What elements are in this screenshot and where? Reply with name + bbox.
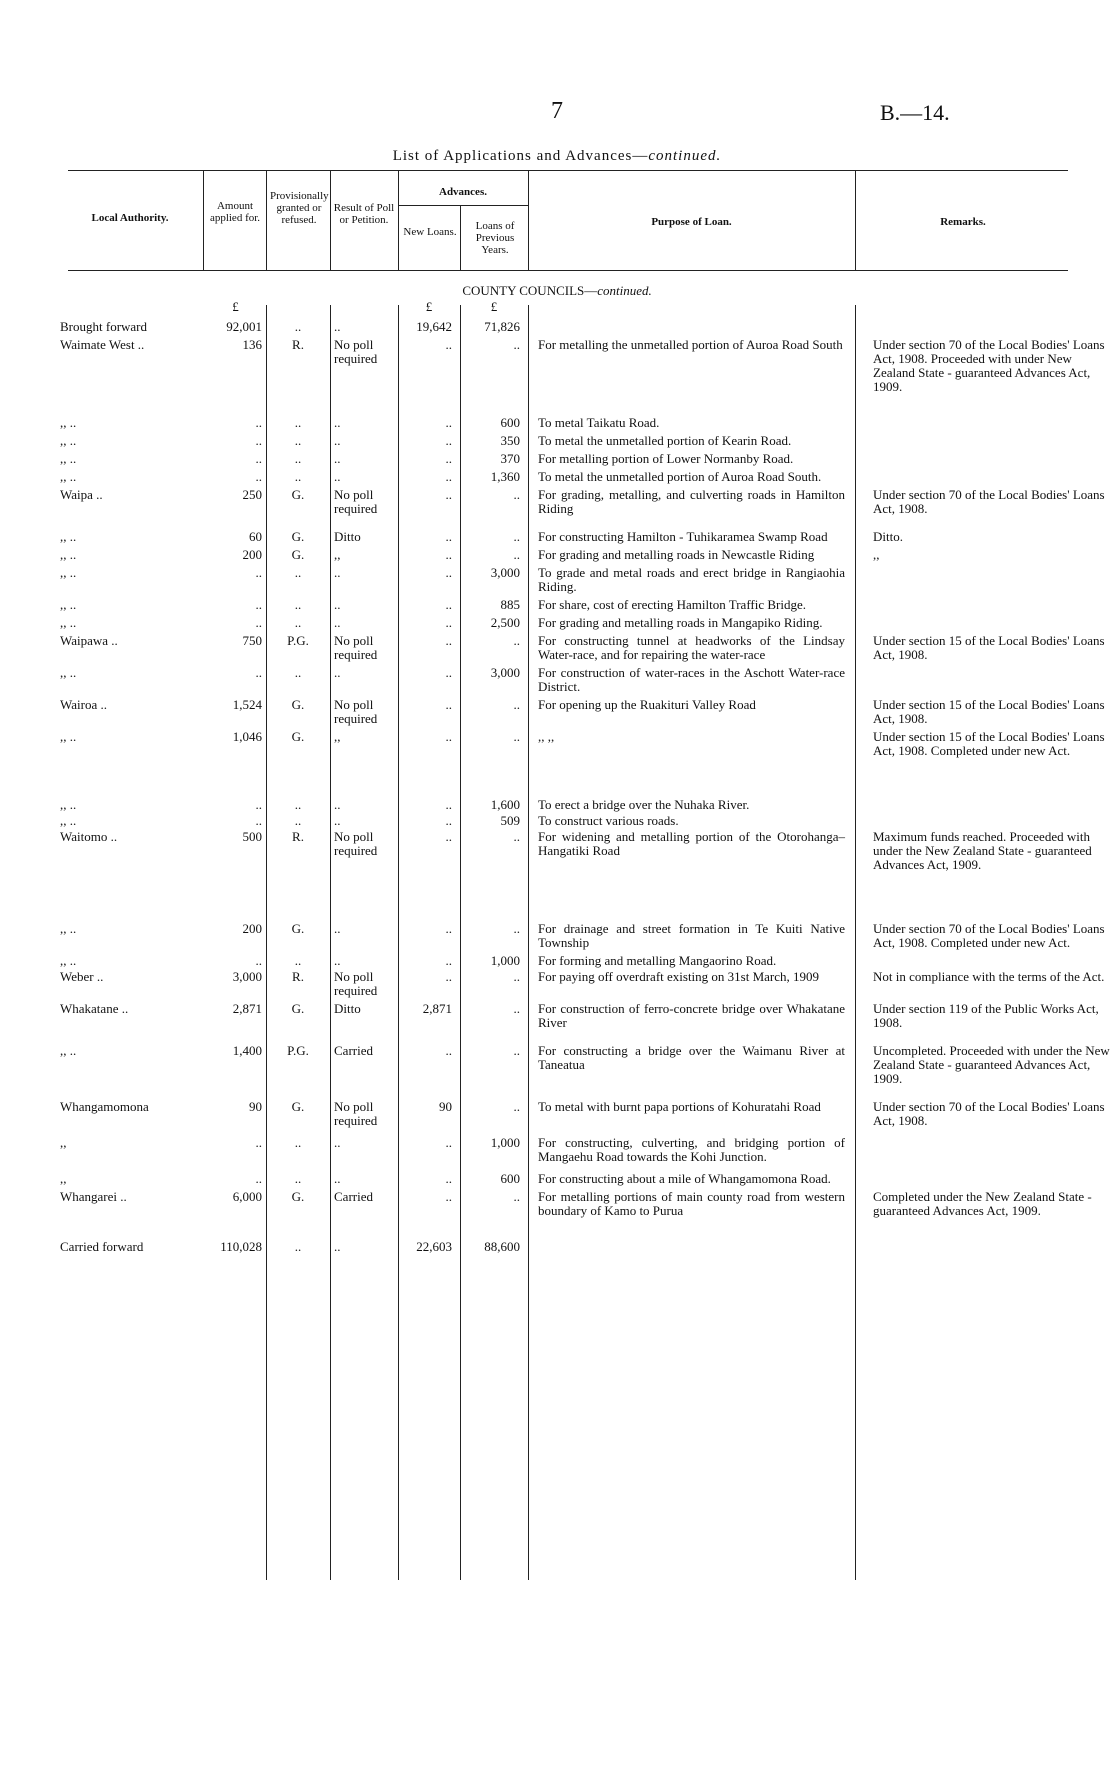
cell-amount: .. (255, 597, 262, 612)
cell-new-loans: .. (445, 1043, 452, 1058)
table-row (0, 872, 1114, 950)
cell-remarks (855, 394, 1114, 430)
cell-result: .. (334, 615, 341, 630)
cell-result: Carried (334, 1043, 373, 1058)
total-amount: 110,028 (220, 1239, 262, 1254)
advances-subrule (398, 205, 528, 206)
cell-authority: ,, .. (60, 797, 77, 812)
cell-previous-loans: 885 (500, 597, 520, 612)
cell-amount: 90 (249, 1099, 262, 1114)
currency-row (0, 300, 1114, 314)
table-row (0, 544, 1114, 562)
table-row (0, 1030, 1114, 1086)
table-body (0, 270, 1114, 1254)
cell-provisional: R. (292, 337, 304, 352)
cell-previous-loans: 1,360 (490, 469, 520, 484)
cell-previous-loans: .. (513, 1043, 520, 1058)
cell-result: .. (334, 597, 341, 612)
cell-result: No poll required (334, 337, 378, 366)
table-row (0, 1186, 1114, 1218)
cell-authority: Waitomo .. (60, 829, 118, 844)
cell-amount: 6,000 (232, 1189, 262, 1204)
cell-authority: ,, .. (60, 547, 77, 562)
table-row (0, 1128, 1114, 1164)
cell-result: .. (334, 813, 341, 828)
cell-purpose: For constructing about a mile of Whangamomona Road. (538, 1171, 831, 1186)
cell-amount: .. (255, 665, 262, 680)
cell-result: .. (334, 1171, 341, 1186)
currency-prev: £ (490, 299, 498, 314)
cell-previous-loans: 1,000 (490, 1135, 520, 1150)
cell-result: .. (334, 921, 341, 936)
cell-provisional: .. (294, 1171, 302, 1186)
cell-amount: 1,400 (232, 1043, 262, 1058)
col-divider (266, 170, 267, 270)
cell-purpose: For constructing tunnel at headworks of the Lindsay Water-race, and for repairing the water-race (538, 633, 845, 662)
section-label-suffix: continued. (597, 283, 652, 298)
section-label (0, 270, 1114, 300)
cell-purpose: For constructing Hamilton - Tuhikaramea Swamp Road (538, 529, 828, 544)
title-main: List of Applications and Advances— (392, 148, 649, 164)
cell-new-loans: .. (445, 469, 452, 484)
cell-amount: 750 (242, 633, 262, 648)
cell-authority: ,, (60, 1171, 67, 1186)
header-advances: Advances. (439, 186, 487, 198)
cell-authority: ,, .. (60, 415, 77, 430)
cell-authority: ,, (60, 1135, 67, 1150)
cell-provisional: .. (294, 469, 302, 484)
cell-result: No poll required (334, 1099, 378, 1128)
cell-provisional: .. (294, 433, 302, 448)
table-row (0, 968, 1114, 998)
cell-provisional: R. (292, 829, 304, 844)
table-row (0, 612, 1114, 630)
table-row (0, 448, 1114, 466)
cell-result: Carried (334, 1189, 373, 1204)
cell-purpose: To erect a bridge over the Nuhaka River. (538, 797, 750, 812)
cell-new-loans: 2,871 (422, 1001, 452, 1016)
cell-remarks (855, 466, 1114, 484)
table-row (0, 758, 1114, 812)
cell-purpose: To metal the unmetalled portion of Kearin Road. (538, 433, 792, 448)
cell-previous-loans: .. (513, 729, 520, 744)
header-top-rule (68, 170, 1068, 171)
cell-provisional: .. (294, 565, 302, 580)
col-divider (203, 170, 204, 270)
cell-result: No poll required (334, 697, 378, 726)
cell-amount: 3,000 (232, 969, 262, 984)
cell-remarks (855, 1164, 1114, 1186)
cell-amount: .. (255, 797, 262, 812)
cell-purpose (528, 314, 855, 334)
cell-remarks (855, 662, 1114, 694)
cell-previous-loans: .. (513, 633, 520, 648)
table-row (0, 394, 1114, 430)
cell-purpose: For construction of water-races in the Aschott Water-race District. (538, 665, 845, 694)
header-provisionally: Provisionally granted or refused. (270, 190, 329, 226)
cell-previous-loans: .. (513, 1189, 520, 1204)
cell-purpose: For metalling portion of Lower Normanby Road. (538, 451, 794, 466)
cell-provisional: .. (294, 415, 302, 430)
cell-provisional: G. (291, 1001, 305, 1016)
cell-provisional: .. (294, 665, 302, 680)
cell-authority: ,, .. (60, 813, 77, 828)
header-previous-loans: Loans of Previous Years. (475, 220, 515, 256)
cell-new-loans: .. (445, 697, 452, 712)
cell-purpose: To metal the unmetalled portion of Auroa Road South. (538, 469, 822, 484)
cell-result: .. (334, 319, 341, 334)
cell-amount: .. (255, 451, 262, 466)
cell-remarks: Under section 70 of the Local Bodies' Loans Act, 1908. Completed under new Act. (873, 921, 1105, 950)
cell-provisional: G. (291, 529, 305, 544)
cell-provisional: .. (294, 597, 302, 612)
cell-amount: .. (255, 615, 262, 630)
table-row (0, 466, 1114, 484)
cell-provisional: G. (291, 547, 305, 562)
cell-previous-loans: .. (513, 1001, 520, 1016)
title-suffix: continued. (648, 148, 722, 164)
cell-purpose: For share, cost of erecting Hamilton Traffic Bridge. (538, 597, 807, 612)
cell-authority: Whangarei .. (60, 1189, 127, 1204)
cell-purpose: For grading, metalling, and culverting roads in Hamilton Riding (538, 487, 845, 516)
cell-authority: ,, .. (60, 953, 77, 968)
cell-amount: .. (255, 469, 262, 484)
cell-authority: Wairoa .. (60, 697, 107, 712)
cell-authority: Whangamomona (60, 1099, 149, 1114)
applications-table (0, 270, 1114, 1254)
cell-authority: ,, .. (60, 665, 77, 680)
cell-purpose: For constructing a bridge over the Waimanu River at Taneatua (538, 1043, 845, 1072)
header-result-poll: Result of Poll or Petition. (333, 202, 395, 226)
cell-purpose: For paying off overdraft existing on 31st March, 1909 (538, 969, 820, 984)
table-row (0, 1086, 1114, 1128)
cell-remarks (855, 612, 1114, 630)
cell-authority: ,, .. (60, 433, 77, 448)
cell-amount: .. (255, 953, 262, 968)
currency-amount: £ (232, 299, 239, 314)
cell-purpose: For forming and metalling Mangaorino Road. (538, 953, 777, 968)
section-row (0, 270, 1114, 300)
page-title (0, 148, 1114, 165)
total-result: .. (334, 1239, 341, 1254)
cell-new-loans: .. (445, 829, 452, 844)
cell-new-loans: .. (445, 487, 452, 502)
cell-purpose: For construction of ferro-concrete bridge over Whakatane River (538, 1001, 845, 1030)
header-new-loans: New Loans. (403, 226, 457, 238)
cell-remarks: Maximum funds reached. Proceeded with under the New Zealand State - guaranteed Advances Act, 1909. (873, 829, 1092, 872)
cell-previous-loans: 600 (500, 1171, 520, 1186)
cell-purpose: For grading and metalling roads in Newcastle Riding (538, 547, 815, 562)
total-authority: Carried forward (60, 1239, 144, 1254)
cell-authority: ,, .. (60, 451, 77, 466)
cell-remarks: Under section 70 of the Local Bodies' Loans Act, 1908. (873, 1099, 1105, 1128)
table-row (0, 516, 1114, 544)
cell-amount: .. (255, 1135, 262, 1150)
cell-previous-loans: .. (513, 337, 520, 352)
cell-provisional: G. (291, 1189, 305, 1204)
cell-provisional: P.G. (287, 633, 309, 648)
page-number: 7 (551, 98, 563, 124)
cell-purpose: To metal with burnt papa portions of Kohuratahi Road (538, 1099, 821, 1114)
cell-new-loans: .. (445, 797, 452, 812)
cell-result: No poll required (334, 633, 378, 662)
cell-authority: Whakatane .. (60, 1001, 129, 1016)
cell-remarks: Not in compliance with the terms of the Act. (873, 969, 1105, 984)
cell-amount: 500 (242, 829, 262, 844)
cell-result: .. (334, 433, 341, 448)
cell-authority: ,, .. (60, 469, 77, 484)
cell-provisional: .. (294, 813, 302, 828)
cell-remarks: Uncompleted. Proceeded with under the New Zealand State - guaranteed Advances Act, 1909. (873, 1043, 1110, 1086)
cell-amount: 1,524 (232, 697, 262, 712)
cell-purpose: ,, ,, (538, 729, 555, 744)
cell-result: .. (334, 953, 341, 968)
table-row (0, 950, 1114, 968)
table-row (0, 314, 1114, 334)
cell-previous-loans: 1,000 (490, 953, 520, 968)
cell-provisional: .. (294, 797, 302, 812)
cell-result: .. (334, 797, 341, 812)
cell-previous-loans: .. (513, 697, 520, 712)
cell-authority: ,, .. (60, 921, 77, 936)
cell-result: .. (334, 451, 341, 466)
cell-result: Ditto (334, 529, 361, 544)
cell-remarks: Ditto. (873, 529, 903, 544)
cell-provisional: G. (291, 729, 305, 744)
cell-previous-loans: .. (513, 921, 520, 936)
cell-new-loans: .. (445, 433, 452, 448)
col-divider (330, 170, 331, 270)
cell-result: .. (334, 1135, 341, 1150)
table-row (0, 1164, 1114, 1186)
cell-amount: .. (255, 433, 262, 448)
cell-new-loans: .. (445, 547, 452, 562)
cell-result: .. (334, 565, 341, 580)
table-row (0, 662, 1114, 694)
cell-amount: .. (255, 415, 262, 430)
cell-amount: .. (255, 565, 262, 580)
cell-purpose: To grade and metal roads and erect bridge in Rangiaohia Riding. (538, 565, 845, 594)
cell-new-loans: .. (445, 565, 452, 580)
cell-purpose: For metalling the unmetalled portion of Auroa Road South (538, 337, 843, 352)
table-row (0, 334, 1114, 394)
cell-previous-loans: .. (513, 969, 520, 984)
col-divider (398, 170, 399, 270)
cell-remarks (855, 314, 1114, 334)
cell-result: ,, (334, 729, 341, 744)
cell-provisional: P.G. (287, 1043, 309, 1058)
cell-authority: ,, .. (60, 729, 77, 744)
cell-provisional: .. (294, 451, 302, 466)
cell-amount: 1,046 (232, 729, 262, 744)
col-divider (855, 170, 856, 270)
table-row (0, 594, 1114, 612)
document-reference: B.—14. (880, 100, 950, 125)
header-purpose: Purpose of Loan. (651, 216, 732, 228)
cell-amount: 92,001 (226, 319, 262, 334)
cell-authority: Weber .. (60, 969, 104, 984)
cell-provisional: G. (291, 1099, 305, 1114)
cell-remarks (855, 430, 1114, 448)
cell-new-loans: .. (445, 337, 452, 352)
cell-result: .. (334, 665, 341, 680)
cell-previous-loans: 600 (500, 415, 520, 430)
cell-remarks: Under section 119 of the Public Works Act, 1908. (873, 1001, 1099, 1030)
header-local-authority: Local Authority. (91, 212, 169, 224)
col-divider (460, 205, 461, 270)
cell-new-loans: .. (445, 969, 452, 984)
section-label-text: COUNTY COUNCILS— (462, 283, 598, 298)
cell-remarks (855, 1128, 1114, 1164)
total-provisional: .. (294, 1239, 302, 1254)
cell-authority: ,, .. (60, 1043, 77, 1058)
cell-provisional: G. (291, 921, 305, 936)
cell-provisional: .. (294, 953, 302, 968)
table-row (0, 430, 1114, 448)
cell-remarks: Under section 15 of the Local Bodies' Loans Act, 1908. (873, 697, 1105, 726)
total-new-loans: 22,603 (416, 1239, 452, 1254)
cell-new-loans: .. (445, 1171, 452, 1186)
cell-new-loans: .. (445, 813, 452, 828)
cell-new-loans: .. (445, 415, 452, 430)
cell-new-loans: .. (445, 665, 452, 680)
cell-authority: ,, .. (60, 597, 77, 612)
cell-provisional: .. (294, 615, 302, 630)
cell-provisional: .. (294, 1135, 302, 1150)
cell-new-loans: .. (445, 1189, 452, 1204)
cell-previous-loans: .. (513, 829, 520, 844)
header-amount-applied: Amount applied for. (209, 200, 261, 224)
cell-new-loans: .. (445, 615, 452, 630)
table-row (0, 562, 1114, 594)
cell-previous-loans: 350 (500, 433, 520, 448)
cell-provisional: G. (291, 697, 305, 712)
cell-provisional: R. (292, 969, 304, 984)
cell-purpose: For constructing, culverting, and bridging portion of Mangaehu Road towards the Kohi Junction. (538, 1135, 845, 1164)
cell-purpose: For opening up the Ruakituri Valley Road (538, 697, 756, 712)
cell-previous-loans: .. (513, 529, 520, 544)
cell-new-loans: .. (445, 953, 452, 968)
cell-result: No poll required (334, 487, 378, 516)
cell-authority: Waipawa .. (60, 633, 118, 648)
cell-provisional: G. (291, 487, 305, 502)
cell-result: No poll required (334, 829, 378, 858)
cell-new-loans: .. (445, 1135, 452, 1150)
cell-remarks (855, 448, 1114, 466)
cell-previous-loans: 1,600 (490, 797, 520, 812)
cell-new-loans: .. (445, 451, 452, 466)
table-row (0, 630, 1114, 662)
cell-amount: 60 (249, 529, 262, 544)
cell-new-loans: .. (445, 729, 452, 744)
cell-new-loans: .. (445, 921, 452, 936)
cell-remarks: Completed under the New Zealand State - guaranteed Advances Act, 1909. (873, 1189, 1092, 1218)
cell-remarks (855, 950, 1114, 968)
cell-remarks (855, 562, 1114, 594)
cell-amount: .. (255, 813, 262, 828)
cell-purpose: For drainage and street formation in Te Kuiti Native Township (538, 921, 845, 950)
cell-amount: 2,871 (232, 1001, 262, 1016)
cell-result: ,, (334, 547, 341, 562)
cell-purpose: To construct various roads. (538, 813, 679, 828)
cell-authority: ,, .. (60, 529, 77, 544)
cell-remarks (855, 594, 1114, 612)
cell-authority: Waipa .. (60, 487, 103, 502)
cell-remarks: ,, (873, 547, 880, 562)
cell-previous-loans: .. (513, 547, 520, 562)
cell-purpose: For widening and metalling portion of the Otorohanga–Hangatiki Road (538, 829, 845, 858)
cell-previous-loans: 370 (500, 451, 520, 466)
cell-remarks: Under section 70 of the Local Bodies' Loans Act, 1908. Proceeded with under New Zealand State - guaranteed Advances Act, 1909. (873, 337, 1105, 394)
cell-previous-loans: .. (513, 487, 520, 502)
cell-amount: 200 (242, 547, 262, 562)
total-previous-loans: 88,600 (484, 1239, 520, 1254)
cell-result: .. (334, 415, 341, 430)
total-row (0, 1218, 1114, 1254)
table-row (0, 726, 1114, 758)
table-row (0, 812, 1114, 828)
table-row (0, 484, 1114, 516)
cell-provisional: .. (294, 319, 302, 334)
cell-previous-loans: 509 (500, 813, 520, 828)
cell-purpose: For grading and metalling roads in Mangapiko Riding. (538, 615, 823, 630)
cell-previous-loans: 71,826 (484, 319, 520, 334)
cell-previous-loans: 3,000 (490, 565, 520, 580)
cell-authority: Waimate West .. (60, 337, 145, 352)
cell-amount: 200 (242, 921, 262, 936)
cell-authority: ,, .. (60, 565, 77, 580)
cell-new-loans: 19,642 (416, 319, 452, 334)
currency-new: £ (425, 299, 433, 314)
table-row (0, 828, 1114, 872)
cell-remarks (855, 812, 1114, 828)
cell-remarks: Under section 70 of the Local Bodies' Loans Act, 1908. (873, 487, 1105, 516)
cell-amount: 250 (242, 487, 262, 502)
cell-remarks: Under section 15 of the Local Bodies' Loans Act, 1908. Completed under new Act. (873, 729, 1105, 758)
cell-remarks (855, 758, 1114, 812)
table-row (0, 694, 1114, 726)
col-divider (528, 170, 529, 270)
cell-authority: Brought forward (60, 319, 148, 334)
cell-new-loans: .. (445, 597, 452, 612)
cell-result: .. (334, 469, 341, 484)
header-remarks: Remarks. (940, 216, 986, 228)
table-row (0, 998, 1114, 1030)
cell-new-loans: .. (445, 633, 452, 648)
cell-authority: ,, .. (60, 615, 77, 630)
cell-previous-loans: 3,000 (490, 665, 520, 680)
cell-result: No poll required (334, 969, 378, 998)
cell-remarks: Under section 15 of the Local Bodies' Loans Act, 1908. (873, 633, 1105, 662)
cell-previous-loans: 2,500 (490, 615, 520, 630)
cell-new-loans: 90 (439, 1099, 452, 1114)
cell-previous-loans: .. (513, 1099, 520, 1114)
cell-result: Ditto (334, 1001, 361, 1016)
cell-purpose: For metalling portions of main county road from western boundary of Kamo to Purua (538, 1189, 845, 1218)
cell-amount: .. (255, 1171, 262, 1186)
cell-amount: 136 (242, 337, 262, 352)
cell-purpose: To metal Taikatu Road. (538, 415, 660, 430)
cell-new-loans: .. (445, 529, 452, 544)
